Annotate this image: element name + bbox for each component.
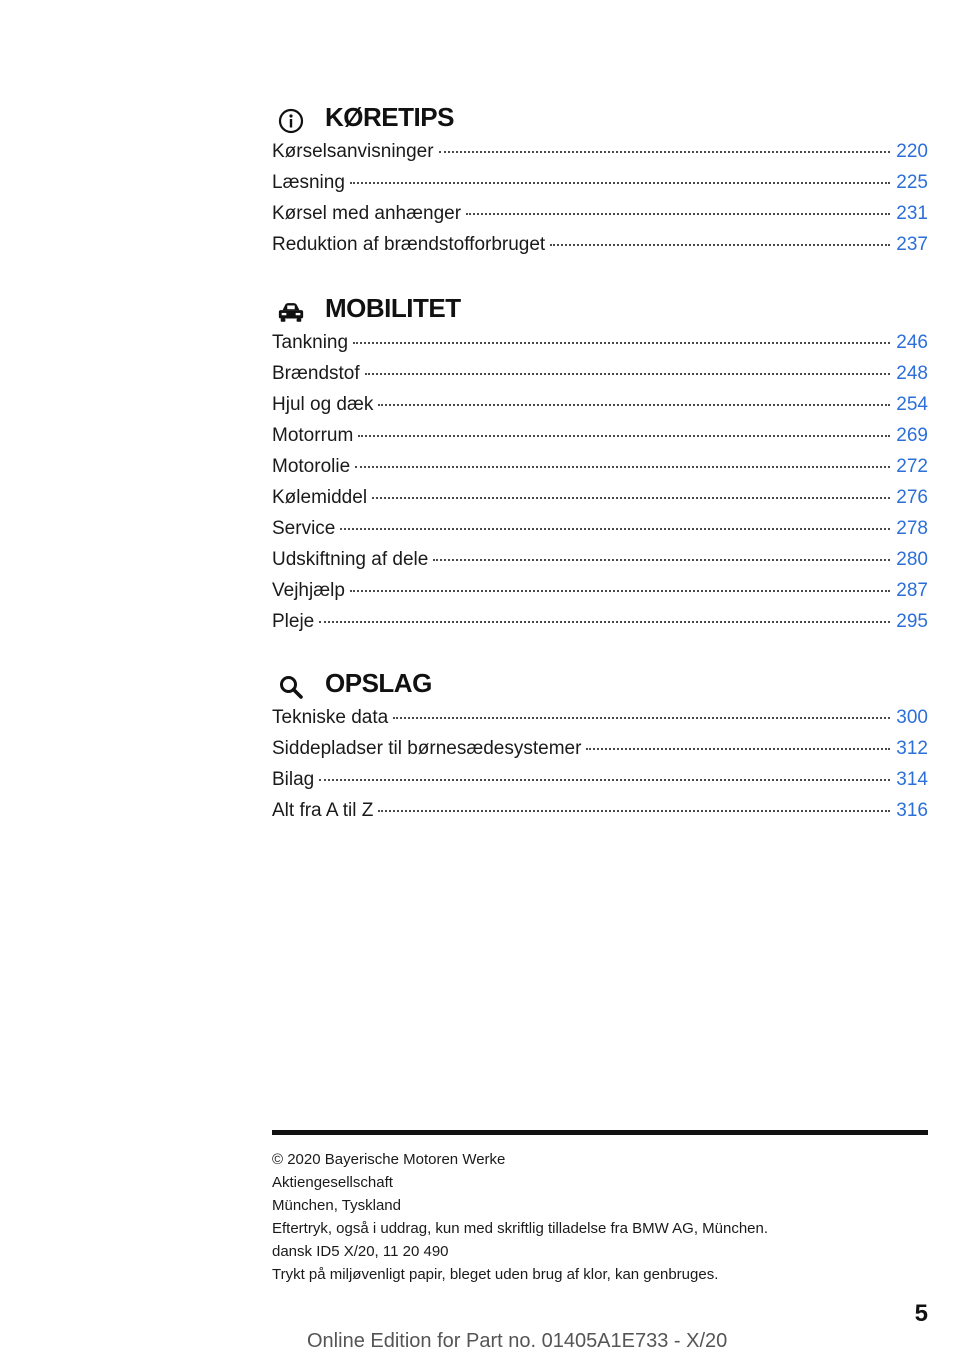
toc-entry[interactable] — [272, 141, 928, 172]
toc-page-link[interactable]: 254 — [896, 394, 928, 415]
toc-entry-label: Udskiftning af dele — [272, 549, 429, 570]
toc-entry-label: Kørselsanvisninger — [272, 141, 434, 162]
toc-page-link[interactable]: 280 — [896, 549, 928, 570]
toc-list — [272, 332, 928, 642]
toc-page-link[interactable]: 272 — [896, 456, 928, 477]
toc-entry-label: Alt fra A til Z — [272, 800, 374, 821]
toc-entry-label: Tankning — [272, 332, 349, 353]
toc-entry[interactable] — [272, 518, 928, 549]
toc-list — [272, 141, 928, 265]
toc-entry[interactable] — [272, 394, 928, 425]
section-opslag — [272, 666, 928, 831]
toc-page-link[interactable]: 276 — [896, 487, 928, 508]
dot-leader — [353, 342, 890, 344]
toc-page-link[interactable]: 312 — [896, 738, 928, 759]
dot-leader — [550, 244, 890, 246]
toc-entry-label: Service — [272, 518, 336, 539]
copyright-line: © 2020 Bayerische Motoren Werke — [272, 1151, 506, 1168]
section-header — [272, 666, 928, 706]
toc-entry[interactable] — [272, 580, 928, 611]
toc-page-link[interactable]: 300 — [896, 707, 928, 728]
toc-entry[interactable] — [272, 456, 928, 487]
dot-leader — [350, 182, 890, 184]
section-header — [272, 100, 928, 140]
section-title: OPSLAG — [325, 668, 432, 698]
toc-entry[interactable] — [272, 707, 928, 738]
dot-leader — [319, 621, 890, 623]
toc-entry[interactable] — [272, 487, 928, 518]
toc-entry-label: Motorrum — [272, 425, 354, 446]
toc-entry-label: Reduktion af brændstofforbruget — [272, 234, 546, 255]
dot-leader — [358, 435, 890, 437]
toc-entry[interactable] — [272, 611, 928, 642]
dot-leader — [372, 497, 890, 499]
online-edition-footer: Online Edition for Part no. 01405A1E733 - X/20 — [307, 1330, 728, 1352]
toc-page-link[interactable]: 231 — [896, 203, 928, 224]
dot-leader — [350, 590, 890, 592]
toc-entry-label: Hjul og dæk — [272, 394, 374, 415]
paper-notice: Trykt på miljøvenligt papir, bleget uden brug af klor, kan genbruges. — [272, 1266, 719, 1283]
section-title: KØRETIPS — [325, 102, 454, 132]
toc-page-link[interactable]: 295 — [896, 611, 928, 632]
toc-entry-label: Kølemiddel — [272, 487, 368, 508]
info-icon — [277, 107, 305, 135]
dot-leader — [365, 373, 891, 375]
company-line: Aktiengesellschaft — [272, 1174, 393, 1191]
toc-entry-label: Bilag — [272, 769, 315, 790]
toc-entry-label: Kørsel med anhænger — [272, 203, 462, 224]
toc-entry[interactable] — [272, 203, 928, 234]
toc-page-link[interactable]: 269 — [896, 425, 928, 446]
toc-page-link[interactable]: 314 — [896, 769, 928, 790]
toc-entry-label: Siddepladser til børnesædesystemer — [272, 738, 582, 759]
colophon — [272, 1148, 928, 1286]
car-icon — [277, 298, 305, 326]
toc-page-link[interactable]: 316 — [896, 800, 928, 821]
toc-entry-label: Tekniske data — [272, 707, 389, 728]
toc-entry-label: Læsning — [272, 172, 345, 193]
toc-list — [272, 707, 928, 831]
dot-leader — [433, 559, 890, 561]
toc-entry[interactable] — [272, 769, 928, 800]
toc-entry[interactable] — [272, 172, 928, 203]
toc-entry-label: Brændstof — [272, 363, 360, 384]
dot-leader — [466, 213, 890, 215]
dot-leader — [340, 528, 890, 530]
toc-page-link[interactable]: 220 — [896, 141, 928, 162]
section-header — [272, 291, 928, 331]
dot-leader — [355, 466, 890, 468]
section-koeretips — [272, 100, 928, 265]
toc-entry[interactable] — [272, 234, 928, 265]
dot-leader — [393, 717, 890, 719]
section-title: MOBILITET — [325, 293, 461, 323]
toc-page-link[interactable]: 237 — [896, 234, 928, 255]
toc-entry[interactable] — [272, 363, 928, 394]
reprint-notice: Eftertryk, også i uddrag, kun med skriftlig tilladelse fra BMW AG, München. — [272, 1220, 769, 1237]
toc-page-link[interactable]: 278 — [896, 518, 928, 539]
location-line: München, Tyskland — [272, 1197, 401, 1214]
toc-entry[interactable] — [272, 800, 928, 831]
dot-leader — [439, 151, 891, 153]
toc-entry[interactable] — [272, 425, 928, 456]
dot-leader — [378, 810, 890, 812]
toc-entry-label: Vejhjælp — [272, 580, 345, 601]
toc-entry[interactable] — [272, 549, 928, 580]
page-number: 5 — [914, 1300, 928, 1327]
toc-entry-label: Pleje — [272, 611, 315, 632]
toc-page-link[interactable]: 287 — [896, 580, 928, 601]
toc-page-link[interactable]: 248 — [896, 363, 928, 384]
section-mobilitet — [272, 291, 928, 642]
dot-leader — [319, 779, 890, 781]
toc-entry[interactable] — [272, 332, 928, 363]
toc-entry[interactable] — [272, 738, 928, 769]
toc-entry-label: Motorolie — [272, 456, 351, 477]
toc-page-link[interactable]: 225 — [896, 172, 928, 193]
dot-leader — [586, 748, 890, 750]
edition-id: dansk ID5 X/20, 11 20 490 — [272, 1243, 449, 1260]
search-icon — [277, 673, 305, 701]
footer-divider — [272, 1130, 928, 1135]
dot-leader — [378, 404, 890, 406]
toc-page-link[interactable]: 246 — [896, 332, 928, 353]
